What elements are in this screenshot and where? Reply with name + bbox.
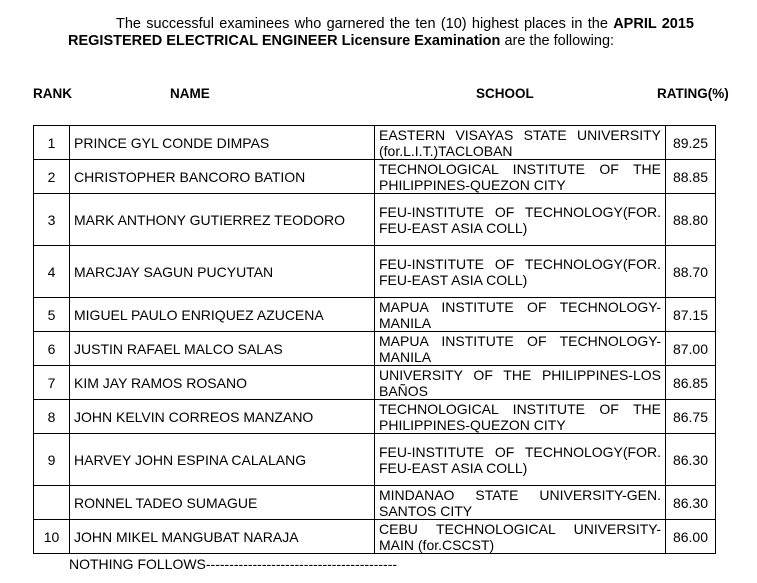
table-row [34,298,716,332]
name-cell: MARCJAY SAGUN PUCYUTAN [70,246,375,298]
nothing-follows: NOTHING FOLLOWS----------------------------------------- [69,556,398,572]
table-row [34,486,716,520]
school-cell: EASTERN VISAYAS STATE UNIVERSITY (for.L.I.T.)TACLOBAN [375,126,666,160]
school-cell: UNIVERSITY OF THE PHILIPPINES-LOS BAÑOS [375,366,666,400]
rating-cell: 88.85 [666,160,716,194]
name-cell: JUSTIN RAFAEL MALCO SALAS [70,332,375,366]
rank-cell: 4 [34,246,70,298]
rating-cell: 86.00 [666,520,716,554]
exam-title: APRIL 2015 REGISTERED ELECTRICAL ENGINEER Licensure Examination [68,16,694,49]
name-cell: KIM JAY RAMOS ROSANO [70,366,375,400]
rank-cell: 9 [34,434,70,486]
intro-text-1: The successful examinees who garnered the ten (10) highest places in the [116,16,608,32]
rating-cell: 88.80 [666,194,716,246]
rank-cell: 6 [34,332,70,366]
name-cell: JOHN MIKEL MANGUBAT NARAJA [70,520,375,554]
table-row [34,246,716,298]
rating-cell: 87.15 [666,298,716,332]
results-table [33,125,716,554]
rating-cell: 86.85 [666,366,716,400]
school-cell: FEU-INSTITUTE OF TECHNOLOGY(FOR. FEU-EAST ASIA COLL) [375,246,666,298]
table-row [34,400,716,434]
intro-paragraph [68,16,694,50]
name-cell: MARK ANTHONY GUTIERREZ TEODORO [70,194,375,246]
rating-cell: 86.30 [666,434,716,486]
school-cell: CEBU TECHNOLOGICAL UNIVERSITY-MAIN (for.CSCST) [375,520,666,554]
table-row [34,520,716,554]
rank-cell [34,486,70,520]
name-cell: JOHN KELVIN CORREOS MANZANO [70,400,375,434]
school-cell: TECHNOLOGICAL INSTITUTE OF THE PHILIPPINES-QUEZON CITY [375,160,666,194]
name-cell: HARVEY JOHN ESPINA CALALANG [70,434,375,486]
school-cell: TECHNOLOGICAL INSTITUTE OF THE PHILIPPINES-QUEZON CITY [375,400,666,434]
rank-cell: 8 [34,400,70,434]
header-name: NAME [170,86,210,101]
rank-cell: 7 [34,366,70,400]
name-cell: RONNEL TADEO SUMAGUE [70,486,375,520]
name-cell: CHRISTOPHER BANCORO BATION [70,160,375,194]
table-row [34,126,716,160]
name-cell: MIGUEL PAULO ENRIQUEZ AZUCENA [70,298,375,332]
rank-cell: 5 [34,298,70,332]
rank-cell: 10 [34,520,70,554]
name-cell: PRINCE GYL CONDE DIMPAS [70,126,375,160]
table-row [34,160,716,194]
intro-text-2: are the following: [504,33,615,49]
rank-cell: 2 [34,160,70,194]
table-row [34,434,716,486]
rating-cell: 87.00 [666,332,716,366]
rating-cell: 88.70 [666,246,716,298]
school-cell: MINDANAO STATE UNIVERSITY-GEN. SANTOS CITY [375,486,666,520]
table-row [34,366,716,400]
header-rank: RANK [33,86,72,101]
rating-cell: 86.30 [666,486,716,520]
rating-cell: 86.75 [666,400,716,434]
header-rating: RATING(%) [657,86,729,101]
table-row [34,194,716,246]
table-row [34,332,716,366]
rank-cell: 1 [34,126,70,160]
school-cell: FEU-INSTITUTE OF TECHNOLOGY(FOR. FEU-EAST ASIA COLL) [375,194,666,246]
header-school: SCHOOL [476,86,534,101]
rating-cell: 89.25 [666,126,716,160]
school-cell: FEU-INSTITUTE OF TECHNOLOGY(FOR. FEU-EAST ASIA COLL) [375,434,666,486]
school-cell: MAPUA INSTITUTE OF TECHNOLOGY-MANILA [375,298,666,332]
school-cell: MAPUA INSTITUTE OF TECHNOLOGY-MANILA [375,332,666,366]
rank-cell: 3 [34,194,70,246]
